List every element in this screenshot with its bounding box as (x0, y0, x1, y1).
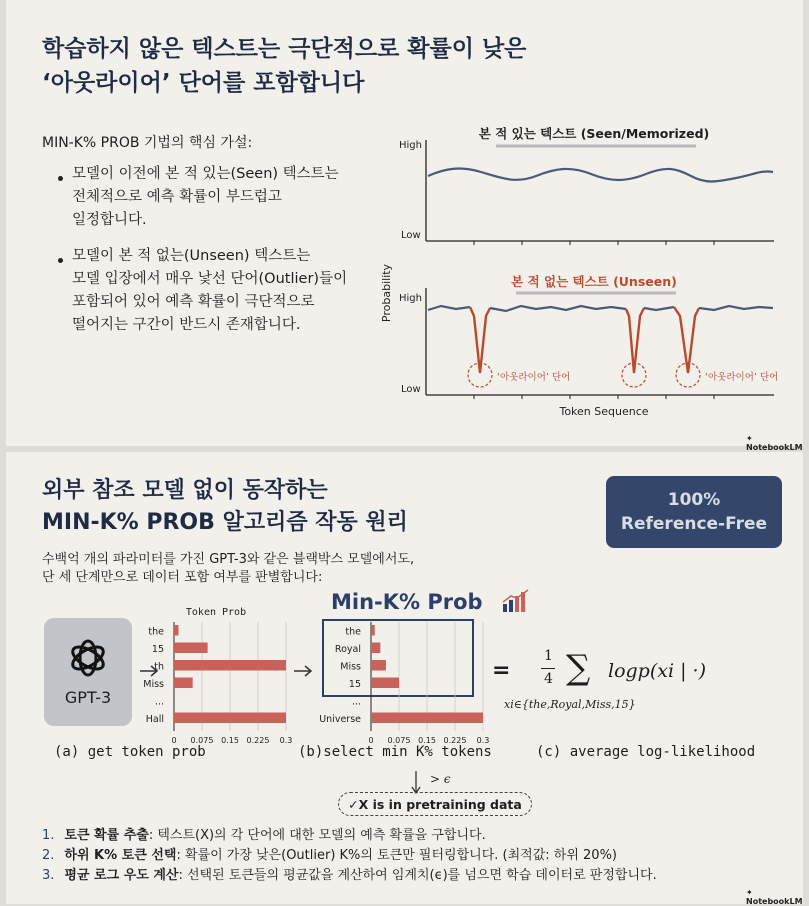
bullet-unseen-line: 모델 입장에서 매우 낯선 단어(Outlier)들이 (72, 271, 348, 287)
unseen-high-label: High (399, 293, 422, 304)
mink-title: Min-K% Prob (331, 590, 483, 614)
caption-a: (a) get token prob (54, 744, 206, 760)
min-k-category-label: 15 (348, 678, 361, 690)
step-text: : 텍스트(X)의 각 단어에 대한 모델의 예측 확률을 구합니다. (148, 828, 486, 843)
step-number: 1. (42, 828, 55, 843)
hypothesis-intro: MIN-K% PROB 기법의 핵심 가설: (42, 135, 253, 151)
token-prob-bar (174, 713, 286, 724)
notebooklm-icon: ✦ (746, 888, 753, 897)
brand-text: NotebookLM (746, 897, 803, 906)
min-k-bar (371, 660, 386, 671)
min-k-category-label: Universe (319, 713, 361, 725)
brand-text: NotebookLM (746, 443, 803, 452)
outlier-label: ‘아웃라이어’ 단어 (705, 372, 779, 383)
bullet-seen-line: 전체적으로 예측 확률이 부드럽고 (72, 189, 282, 205)
caption-c: (c) average log-likelihood (536, 744, 756, 760)
min-k-tick-label: 0 (368, 736, 374, 745)
token-prob-chart (136, 604, 296, 744)
step-3 (42, 864, 657, 883)
formula-equals: = (492, 658, 511, 683)
min-k-tick-label: 0.075 (387, 736, 411, 745)
token-prob-category-label: the (148, 626, 164, 638)
formula-body: logp(xi | ·) (608, 660, 706, 682)
brand-label (746, 434, 803, 452)
bullet-unseen-line: 포함되어 있어 예측 확률이 극단적으로 (72, 294, 315, 310)
min-k-category-label: the (345, 626, 361, 638)
token-prob-bar (174, 660, 286, 671)
seen-high-label: High (399, 140, 422, 151)
step-number: 3. (42, 868, 55, 883)
brand-label (746, 888, 803, 906)
token-prob-bar (174, 643, 208, 654)
token-prob-tick-label: 0 (171, 736, 177, 745)
badge-line: Reference-Free (620, 514, 768, 534)
slide1-title-line1: 학습하지 않은 텍스트는 극단적으로 확률이 낮은 (42, 36, 527, 62)
formula-denominator: 4 (544, 671, 553, 687)
token-prob-bar (174, 678, 193, 689)
bullet-unseen-line: 떨어지는 구간이 반드시 존재합니다. (72, 317, 301, 333)
formula-sigma: ∑ (566, 648, 591, 688)
fraction-bar (541, 668, 555, 669)
description-line2: 단 세 단계만으로 데이터 포함 여부를 판별합니다: (42, 570, 323, 585)
badge-line: 100% (667, 490, 721, 510)
step-2 (42, 844, 617, 863)
min-k-prob-chart (311, 604, 490, 745)
formula-subscript: xi∈{the,Royal,Miss,15} (504, 698, 636, 711)
slide-algorithm (6, 452, 803, 904)
step-text: : 확률이 가장 낮은(Outlier) K%의 토큰만 필터링합니다. (최적값: 하위 20%) (176, 848, 617, 863)
unseen-probability-line (428, 306, 470, 310)
bar-chart-icon (501, 588, 531, 614)
formula-numerator: 1 (544, 648, 553, 664)
step-heading: 하위 K% 토큰 선택 (64, 848, 177, 863)
min-k-tick-label: 0.15 (418, 736, 436, 745)
min-k-category-label: ... (351, 696, 361, 708)
openai-logo-icon (66, 636, 110, 680)
step-heading: 토큰 확률 추출 (64, 828, 149, 843)
seen-low-label: Low (401, 230, 421, 241)
min-k-tick-label: 0.225 (443, 736, 467, 745)
step-heading: 평균 로그 우도 계산 (64, 868, 179, 883)
bullet-dot (58, 258, 63, 263)
token-prob-bar (174, 625, 178, 636)
reference-free-badge (606, 476, 782, 548)
description-line1: 수백억 개의 파라미터를 가진 GPT-3와 같은 블랙박스 모델에서도, (42, 552, 415, 567)
result-pill (338, 792, 532, 816)
slide-hypothesis (6, 0, 803, 452)
seen-chart-title: 본 적 있는 텍스트 (Seen/Memorized) (478, 126, 710, 141)
unseen-chart-title: 본 적 없는 텍스트 (Unseen) (511, 274, 677, 289)
token-prob-title: Token Prob (185, 607, 247, 618)
unseen-probability-line (699, 306, 773, 310)
outlier-label: ‘아웃라이어’ 단어 (497, 372, 571, 383)
seen-probability-line (428, 169, 773, 182)
bullet-dot (58, 176, 63, 181)
min-k-category-label: Miss (340, 661, 361, 673)
token-sequence-label: Token Sequence (559, 405, 649, 418)
bullet-seen (72, 163, 362, 232)
min-k-category-label: Royal (334, 643, 361, 655)
unseen-low-label: Low (401, 384, 421, 395)
min-k-tick-label: 0.3 (476, 736, 490, 745)
min-k-bar (371, 625, 375, 636)
bullet-unseen (72, 245, 362, 337)
min-k-bar (371, 713, 483, 724)
gpt3-model-box (44, 618, 132, 726)
result-text: ✓X is in pretraining data (348, 797, 522, 812)
step-1 (42, 824, 486, 843)
step-text: : 선택된 토큰들의 평균값을 계산하여 임계치(ϵ)를 넘으면 학습 데이터로 판정합니다. (178, 868, 657, 883)
token-prob-tick-label: 0.225 (246, 736, 270, 745)
token-prob-tick-label: 0.3 (279, 736, 293, 745)
token-prob-category-label: Miss (143, 678, 164, 690)
min-k-bar (371, 678, 399, 689)
gpt3-label: GPT-3 (64, 688, 112, 707)
token-prob-tick-label: 0.075 (190, 736, 214, 745)
token-prob-category-label: th (154, 661, 164, 673)
unseen-probability-line (490, 306, 626, 311)
step-number: 2. (42, 848, 55, 863)
token-prob-category-label: Hall (145, 713, 164, 725)
probability-axis-label: Probability (380, 263, 393, 323)
min-k-bar (371, 643, 380, 654)
threshold-label: > ϵ (430, 772, 451, 786)
probability-charts (366, 118, 786, 428)
slide1-title-line2: ‘아웃라이어’ 단어를 포함합니다 (42, 70, 365, 96)
notebooklm-icon: ✦ (746, 434, 753, 443)
bullet-unseen-line: 모델이 본 적 없는(Unseen) 텍스트는 (72, 248, 311, 264)
slide2-title-line1: 외부 참조 모델 없이 동작하는 (42, 478, 328, 503)
token-prob-tick-label: 0.15 (221, 736, 239, 745)
bullet-seen-line: 모델이 이전에 본 적 있는(Seen) 텍스트는 (72, 166, 339, 182)
token-prob-category-label: 15 (151, 643, 164, 655)
token-prob-category-label: ... (154, 696, 164, 708)
slide2-title-line2: MIN-K% PROB 알고리즘 작동 원리 (42, 510, 408, 535)
outlier-drop (674, 307, 699, 373)
caption-b: (b)select min K% tokens (298, 744, 492, 760)
unseen-probability-line (644, 307, 674, 310)
bullet-seen-line: 일정합니다. (72, 212, 147, 228)
